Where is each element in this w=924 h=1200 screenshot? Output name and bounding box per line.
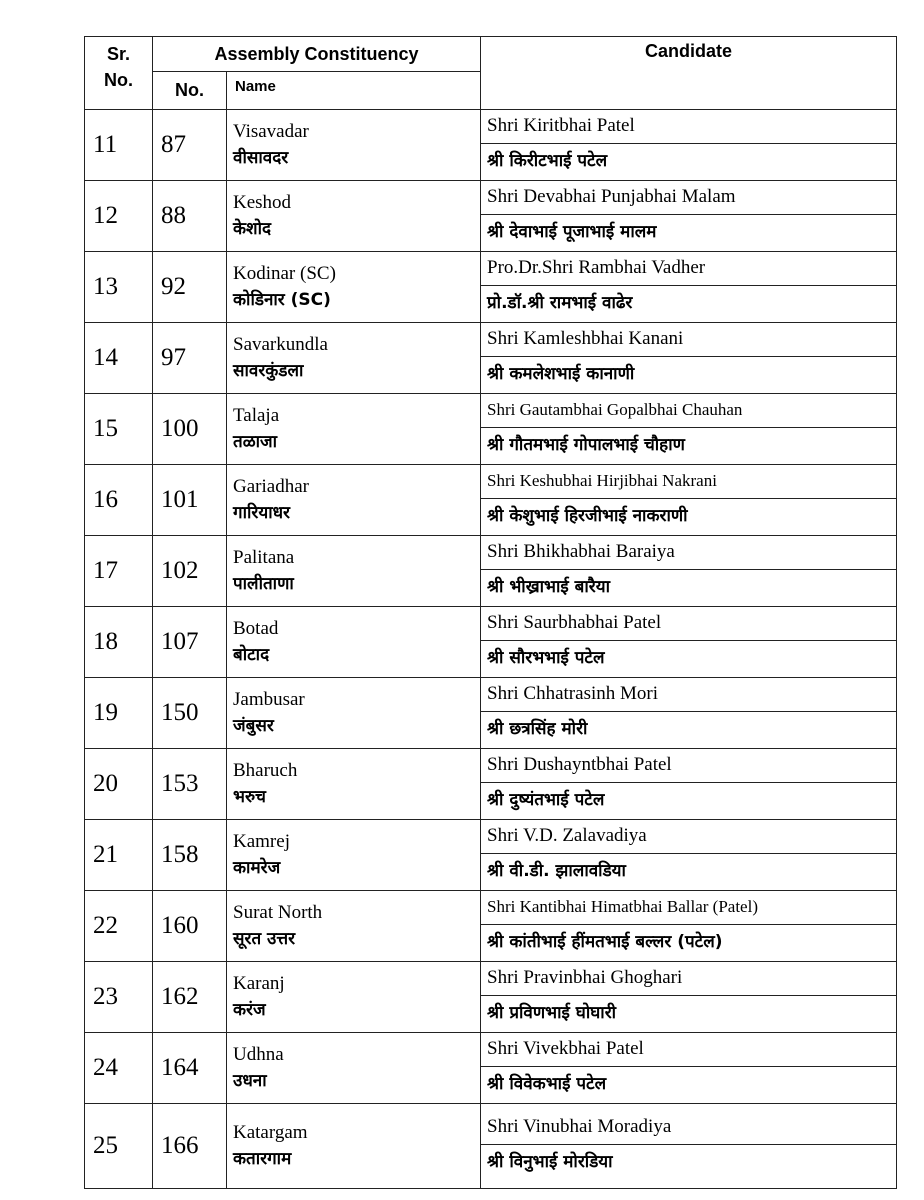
ac-name-cell	[227, 607, 481, 678]
candidate-name-hi: श्री देवाभाई पूजाभाई मालम	[487, 222, 657, 242]
ac-name-en: Surat North	[233, 902, 323, 923]
header-sr-no	[85, 37, 153, 110]
candidate-name-en: Shri Vivekbhai Patel	[481, 1033, 896, 1067]
candidate-cell	[481, 1104, 897, 1189]
sr-no-cell: 21	[85, 820, 153, 891]
ac-number-cell: 150	[153, 678, 227, 749]
ac-name-hi: भरुच	[233, 787, 266, 807]
ac-name-en: Gariadhar	[233, 476, 309, 497]
candidate-name-en: Shri Kamleshbhai Kanani	[481, 323, 896, 357]
candidate-name-en: Shri Pravinbhai Ghoghari	[481, 962, 896, 996]
ac-name-en: Visavadar	[233, 121, 309, 142]
candidate-cell	[481, 962, 897, 1033]
sr-no-cell: 13	[85, 252, 153, 323]
ac-name-cell	[227, 110, 481, 181]
ac-name-en: Talaja	[233, 405, 280, 426]
table-row	[85, 181, 897, 252]
ac-number-cell: 153	[153, 749, 227, 820]
candidate-cell	[481, 820, 897, 891]
ac-number-cell: 100	[153, 394, 227, 465]
candidate-cell	[481, 749, 897, 820]
candidate-name-en: Shri Gautambhai Gopalbhai Chauhan	[481, 394, 896, 428]
table-row	[85, 465, 897, 536]
sr-no-cell: 18	[85, 607, 153, 678]
ac-name-en: Jambusar	[233, 689, 305, 710]
sr-no-cell: 19	[85, 678, 153, 749]
candidate-name-en: Shri Devabhai Punjabhai Malam	[481, 181, 896, 215]
sr-no-cell: 12	[85, 181, 153, 252]
ac-name-cell	[227, 1033, 481, 1104]
candidate-cell	[481, 110, 897, 181]
ac-number-cell: 92	[153, 252, 227, 323]
ac-number-cell: 166	[153, 1104, 227, 1189]
ac-name-en: Karanj	[233, 973, 285, 994]
table-row	[85, 252, 897, 323]
ac-name-hi: केशोद	[233, 219, 272, 239]
ac-name-en: Savarkundla	[233, 334, 328, 355]
candidate-name-hi: श्री विनुभाई मोरडिया	[487, 1152, 613, 1172]
ac-name-cell	[227, 181, 481, 252]
candidate-cell	[481, 607, 897, 678]
ac-number-cell: 102	[153, 536, 227, 607]
candidate-name-hi: श्री प्रविणभाई घोघारी	[487, 1003, 617, 1023]
ac-number-cell: 97	[153, 323, 227, 394]
header-candidate: Candidate	[481, 37, 897, 110]
ac-name-cell	[227, 962, 481, 1033]
ac-name-cell	[227, 820, 481, 891]
ac-name-hi: कतारगाम	[233, 1149, 292, 1169]
ac-name-hi: वीसावदर	[233, 148, 289, 168]
ac-name-hi: जंबुसर	[233, 716, 274, 736]
candidate-name-en: Shri Kantibhai Himatbhai Ballar (Patel)	[481, 891, 896, 925]
ac-number-cell: 160	[153, 891, 227, 962]
candidate-name-en: Shri Chhatrasinh Mori	[481, 678, 896, 712]
sr-no-cell: 22	[85, 891, 153, 962]
candidate-cell	[481, 1033, 897, 1104]
candidate-name-en: Shri Kiritbhai Patel	[481, 110, 896, 144]
table-row	[85, 1033, 897, 1104]
table-row	[85, 678, 897, 749]
ac-name-hi: पालीताणा	[233, 574, 294, 594]
ac-number-cell: 107	[153, 607, 227, 678]
candidate-name-hi: श्री छत्रसिंह मोरी	[487, 719, 588, 739]
candidate-cell	[481, 394, 897, 465]
ac-name-cell	[227, 394, 481, 465]
candidate-cell	[481, 323, 897, 394]
candidate-name-en: Shri Keshubhai Hirjibhai Nakrani	[481, 465, 896, 499]
candidate-name-hi: श्री भीख्राभाई बारैया	[487, 577, 610, 597]
candidate-cell	[481, 252, 897, 323]
candidate-cell	[481, 181, 897, 252]
ac-name-hi: उधना	[233, 1071, 267, 1091]
sr-no-cell: 20	[85, 749, 153, 820]
candidate-name-hi: श्री सौरभभाई पटेल	[487, 648, 605, 668]
ac-name-en: Udhna	[233, 1044, 284, 1065]
sr-no-cell: 25	[85, 1104, 153, 1189]
candidate-name-hi: श्री केशुभाई हिरजीभाई नाकराणी	[487, 506, 688, 526]
ac-name-hi: सूरत उत्तर	[233, 929, 296, 949]
ac-number-cell: 164	[153, 1033, 227, 1104]
candidate-name-hi: श्री गौतमभाई गोपालभाई चौहाण	[487, 435, 685, 455]
header-sr-line1: Sr.	[106, 44, 131, 64]
ac-number-cell: 87	[153, 110, 227, 181]
candidate-name-en: Shri Saurbhabhai Patel	[481, 607, 896, 641]
ac-name-hi: कामरेज	[233, 858, 281, 878]
ac-name-cell	[227, 536, 481, 607]
ac-number-cell: 162	[153, 962, 227, 1033]
table-body	[85, 110, 897, 1189]
ac-name-hi: सावरकुंडला	[233, 361, 304, 381]
candidate-cell	[481, 678, 897, 749]
candidate-cell	[481, 891, 897, 962]
ac-name-hi: कोडिनार (SC)	[233, 290, 331, 310]
sr-no-cell: 16	[85, 465, 153, 536]
ac-name-cell	[227, 749, 481, 820]
ac-name-en: Kodinar (SC)	[233, 263, 336, 284]
table-row	[85, 323, 897, 394]
sr-no-cell: 15	[85, 394, 153, 465]
table-row	[85, 607, 897, 678]
candidate-cell	[481, 536, 897, 607]
ac-name-cell	[227, 465, 481, 536]
candidate-cell	[481, 465, 897, 536]
sr-no-cell: 24	[85, 1033, 153, 1104]
ac-name-cell	[227, 678, 481, 749]
candidate-name-hi: श्री विवेकभाई पटेल	[487, 1074, 607, 1094]
ac-name-cell	[227, 1104, 481, 1189]
ac-number-cell: 88	[153, 181, 227, 252]
table-row	[85, 394, 897, 465]
ac-name-hi: तळाजा	[233, 432, 278, 452]
table-row	[85, 110, 897, 181]
ac-name-en: Katargam	[233, 1122, 308, 1143]
candidate-name-en: Shri Vinubhai Moradiya	[481, 1111, 896, 1145]
table-row	[85, 749, 897, 820]
table-row	[85, 536, 897, 607]
ac-name-hi: करंज	[233, 1000, 266, 1020]
ac-name-en: Keshod	[233, 192, 292, 213]
table-row	[85, 962, 897, 1033]
header-no: No.	[153, 72, 227, 110]
candidate-name-hi: श्री वी.डी. झालावडिया	[487, 861, 626, 881]
candidate-name-hi: श्री किरीटभाई पटेल	[487, 151, 608, 171]
document-page	[84, 36, 896, 1189]
ac-name-en: Kamrej	[233, 831, 290, 852]
sr-no-cell: 11	[85, 110, 153, 181]
ac-number-cell: 158	[153, 820, 227, 891]
header-name: Name	[227, 72, 481, 110]
table-row	[85, 820, 897, 891]
ac-name-en: Bharuch	[233, 760, 298, 781]
candidate-table	[84, 36, 897, 1189]
table-row	[85, 891, 897, 962]
candidate-name-hi: श्री कमलेशभाई कानाणी	[487, 364, 635, 384]
ac-name-cell	[227, 252, 481, 323]
header-sr-line2: No.	[104, 70, 133, 90]
ac-name-cell	[227, 323, 481, 394]
sr-no-cell: 23	[85, 962, 153, 1033]
candidate-name-hi: श्री कांतीभाई हींमतभाई बल्लर (पटेल)	[487, 932, 723, 952]
candidate-name-en: Shri Dushayntbhai Patel	[481, 749, 896, 783]
candidate-name-en: Shri Bhikhabhai Baraiya	[481, 536, 896, 570]
ac-name-hi: बोटाद	[233, 645, 270, 665]
ac-name-en: Palitana	[233, 547, 295, 568]
ac-name-en: Botad	[233, 618, 279, 639]
table-row	[85, 1104, 897, 1189]
sr-no-cell: 17	[85, 536, 153, 607]
header-assembly-constituency: Assembly Constituency	[153, 37, 481, 72]
candidate-name-hi: श्री दुष्यंतभाई पटेल	[487, 790, 605, 810]
candidate-name-en: Shri V.D. Zalavadiya	[481, 820, 896, 854]
sr-no-cell: 14	[85, 323, 153, 394]
ac-name-hi: गारियाधर	[233, 503, 291, 523]
ac-number-cell: 101	[153, 465, 227, 536]
ac-name-cell	[227, 891, 481, 962]
candidate-name-hi: प्रो.डॉ.श्री रामभाई वाढेर	[487, 293, 633, 313]
candidate-name-en: Pro.Dr.Shri Rambhai Vadher	[481, 252, 896, 286]
